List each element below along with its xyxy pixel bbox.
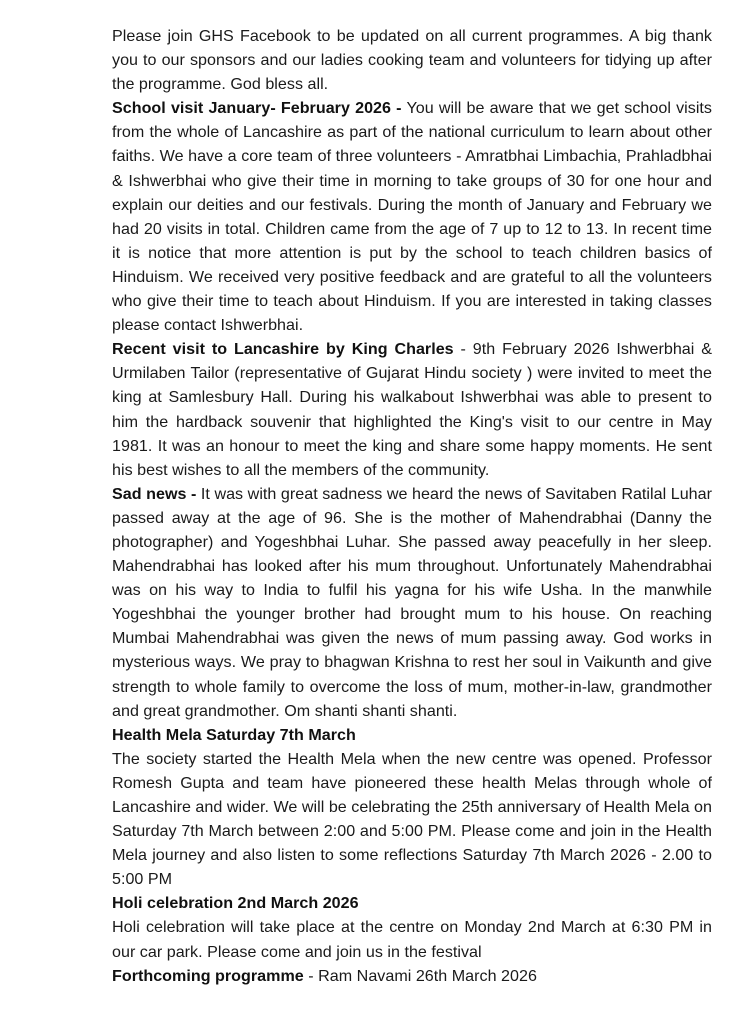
- paragraph-health-mela: [112, 747, 712, 892]
- paragraph-school-visit-text: You will be aware that we get school visits from the whole of Lancashire as part of the national curriculum to learn about other faiths. We have a core team of three volunteers - Amratbhai Limbachia, Prahladbhai & Ishwerbhai who give their time in morning to take groups of 30 for one hour and explain our deities and our festivals. During the month of January and February we had 20 visits in total. Children came from the age of 7 up to 12 to 13. In recent time it is notice that more attention is put by the school to teach children basics of Hinduism. We received very positive feedback and are grateful to all the volunteers who give their time to teach about Hinduism. If you are interested in taking classes please contact Ishwerbhai.: [112, 99, 712, 335]
- paragraph-forthcoming: [112, 964, 712, 988]
- page-bottom-spacer: [112, 988, 712, 989]
- document-body: [112, 24, 712, 989]
- heading-health-mela: Health Mela Saturday 7th March: [112, 725, 356, 744]
- paragraph-king-charles-text: - 9th February 2026 Ishwerbhai & Urmilaben Tailor (representative of Gujarat Hindu society ) were invited to meet the king at Samlesbury Hall. During his walkabout Ishwerbhai was able to present to him the hardback souvenir that highlighted the King's visit to our centre in May 1981. It was an honour to meet the king and share some happy moments. He sent his best wishes to all the members of the community.: [112, 340, 713, 479]
- paragraph-school-visit: [112, 96, 712, 337]
- paragraph-health-mela-text: The society started the Health Mela when the new centre was opened. Professor Romesh Gupta and team have pioneered these health Melas through whole of Lancashire and wider. We will be celebrating the 25th anniversary of Health Mela on Saturday 7th March between 2:00 and 5:00 PM. Please come and join in the Health Mela journey and also listen to some reflections Saturday 7th March 2026 - 2.00 to 5:00 PM: [112, 749, 712, 889]
- lead-forthcoming-programme: Forthcoming programme: [112, 966, 304, 985]
- lead-king-charles: Recent visit to Lancashire by King Charles: [112, 340, 454, 359]
- paragraph-forthcoming-text: - Ram Navami 26th March 2026: [303, 966, 537, 985]
- paragraph-sad-news: [112, 482, 712, 723]
- paragraph-holi-celebration: [112, 915, 712, 963]
- paragraph-intro: [112, 24, 712, 96]
- paragraph-sad-news-text: It was with great sadness we heard the news of Savitaben Ratilal Luhar passed away at the age of 96. She is the mother of Mahendrabhai (Danny the photographer) and Yogeshbhai Luhar. She passed away peacefully in her sleep. Mahendrabhai has looked after his mum throughout. Unfortunately Mahendrabhai was on his way to India to fulfil his yagna for his wife Usha. In the manwhile Yogeshbhai the younger brother had brought mum to his house. On reaching Mumbai Mahendrabhai was given the news of mum passing away. God works in mysterious ways. We pray to bhagwan Krishna to rest her soul in Vaikunth and give strength to whole family to overcome the loss of mum, mother-in-law, grandmother and great grandmother. Om shanti shanti shanti.: [112, 484, 712, 720]
- paragraph-holi-celebration-text: Holi celebration will take place at the centre on Monday 2nd March at 6:30 PM in our car park. Please come and join us in the festival: [112, 918, 712, 961]
- lead-school-visit: School visit January- February 2026 -: [112, 99, 402, 118]
- lead-sad-news: Sad news -: [112, 484, 197, 503]
- paragraph-king-charles: [112, 337, 712, 482]
- paragraph-intro-text: Please join GHS Facebook to be updated on all current programmes. A big thank you to our sponsors and our ladies cooking team and volunteers for tidying up after the programme. God bless all.: [112, 27, 712, 94]
- heading-holi-celebration: Holi celebration 2nd March 2026: [112, 894, 359, 913]
